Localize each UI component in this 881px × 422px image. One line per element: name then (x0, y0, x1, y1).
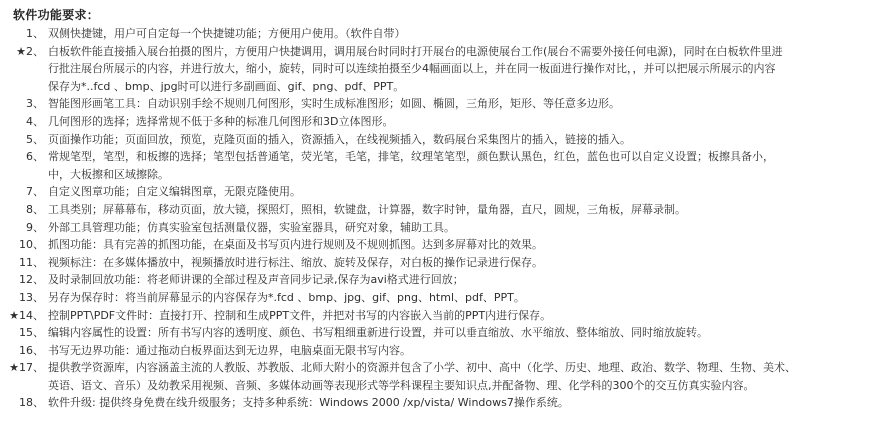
item-text-line: 外部工具管理功能；仿真实验室包括测量仪器，实验室器具，研究对象，辅助工具。 (48, 220, 455, 234)
requirement-item (0, 342, 881, 360)
item-text (48, 148, 881, 183)
item-number: 10、 (19, 238, 44, 252)
item-text-line: 几何图形的选择；选择常规不低于多种的标准几何图形和3D立体图形。 (48, 114, 394, 128)
item-number: 16、 (19, 343, 44, 357)
item-number: 13、 (19, 290, 44, 304)
requirement-item (0, 289, 881, 307)
item-number: 3、 (26, 97, 44, 111)
item-text (48, 359, 881, 394)
item-text-line: 中，大板擦和区域擦除。 (48, 167, 169, 181)
item-text-line: 软件升级: 提供终身免费在线升级服务；支持多种系统：Windows 2000 /xp/vista/ Windows7操作系统。 (48, 396, 569, 410)
item-number: 5、 (26, 132, 44, 146)
item-text-line: 另存为保存时：将当前屏幕显示的内容保存为*.fcd 、bmp、jpg、gif、png、html、pdf、PPT。 (48, 290, 525, 304)
item-text (48, 307, 881, 325)
item-text-line: 常规笔型，笔型，和板擦的选择；笔型包括普通笔，荧光笔，毛笔，排笔，纹理笔笔型，颜色默认黑色，红色，蓝色也可以自定义设置；板擦具备小， (48, 150, 774, 164)
item-text-line: 智能图形画笔工具：自动识别手绘不规则几何图形，实时生成标准图形；如圆、椭圆，三角形，矩形、等任意多边形。 (48, 97, 620, 111)
item-text-line: 工具类别；屏幕幕布，移动页面，放大镜，探照灯，照相，软键盘，计算器，数字时钟，量角器，直尺，圆规，三角板，屏幕录制。 (48, 202, 686, 216)
item-number: 1、 (26, 27, 44, 40)
item-number: 8、 (26, 202, 44, 216)
item-number: 6、 (26, 150, 44, 164)
item-text (48, 25, 881, 43)
requirement-item (0, 95, 881, 113)
requirement-item (0, 394, 881, 412)
requirement-item (0, 359, 881, 394)
item-text (48, 95, 881, 113)
item-text-line: 抓图功能：具有完善的抓图功能，在桌面及书写页内进行规则及不规则抓图。达到多屏幕对比的效果。 (48, 238, 543, 252)
item-number: 12、 (19, 273, 44, 287)
item-text-line: 行批注展台所展示的内容，并进行放大，缩小，旋转，同时可以连续拍摄至少4幅画面以上，并在同一板面进行操作对比，，并可以把展示所展示的内容 (48, 62, 776, 76)
requirement-item (0, 25, 881, 43)
section-title: 软件功能要求： (13, 8, 100, 22)
item-text (48, 183, 881, 201)
requirement-item (0, 43, 881, 96)
item-text (48, 254, 881, 272)
item-text (48, 131, 881, 149)
requirement-item (0, 148, 881, 183)
requirement-item (0, 131, 881, 149)
item-number: ★17、 (9, 361, 44, 375)
item-text (48, 236, 881, 254)
requirement-item (0, 201, 881, 219)
item-text (48, 271, 881, 289)
item-number: ★2、 (16, 44, 44, 58)
item-text-line: 控制PPT\PDF文件时：直接打开、控制和生成PPT文件，并把对书写的内容嵌入当前的PPT内进行保存。 (48, 308, 552, 322)
item-text (48, 289, 881, 307)
requirement-item (0, 254, 881, 272)
requirement-item (0, 307, 881, 325)
item-number: 9、 (26, 220, 44, 234)
item-text-line: 编辑内容属性的设置：所有书写内容的透明度、颜色、书写粗细重新进行设置，并可以垂直缩放、水平缩放、整体缩放、同时缩放旋转。 (48, 326, 708, 340)
requirement-item (0, 324, 881, 342)
requirement-item (0, 236, 881, 254)
item-text-line: 及时录制回放功能：将老师讲课的全部过程及声音同步记录,保存为avi格式进行回放； (48, 273, 464, 287)
requirement-item (0, 271, 881, 289)
item-text-line: 自定义图章功能；自定义编辑图章，无限克隆使用。 (48, 185, 301, 199)
item-text (48, 342, 881, 360)
requirement-item (0, 113, 881, 131)
item-text (48, 324, 881, 342)
item-text-line: 提供教学资源库，内容涵盖主流的人教版、苏教版、北师大附小的资源并包含了小学、初中、高中（化学、历史、地理、政治、数学、物理、生物、美术、 (48, 361, 796, 375)
item-number: ★14、 (9, 308, 44, 322)
item-text-line: 保存为*..fcd 、bmp、jpg时可以进行多副画面、gif、png、pdf、PPT。 (48, 79, 405, 93)
item-text (48, 219, 881, 237)
item-number: 4、 (26, 114, 44, 128)
item-text (48, 394, 881, 412)
item-number: 18、 (19, 396, 44, 410)
item-text (48, 113, 881, 131)
item-number: 15、 (19, 326, 44, 340)
item-text-line: 页面操作功能；页面回放，预览，克隆页面的插入，资源插入，在线视频插入，数码展台采集图片的插入，链接的插入。 (48, 132, 631, 146)
item-text-line: 双侧快捷键，用户可自定每一个快捷键功能；方便用户使用。（软件自带） (48, 27, 406, 40)
item-text-line: 书写无边界功能：通过拖动白板界面达到无边界，电脑桌面无限书写内容。 (48, 343, 411, 357)
item-number: 7、 (26, 185, 44, 199)
requirements-list (0, 25, 881, 412)
item-text (48, 201, 881, 219)
requirement-item (0, 219, 881, 237)
item-text-line: 白板软件能直接插入展台拍摄的图片，方便用户快捷调用，调用展台时同时打开展台的电源使展台工作(展台不需要外接任何电源)，同时在白板软件里进 (48, 44, 783, 58)
item-text-line: 英语、语文、音乐）及幼教采用视频、音频、多媒体动画等表现形式等学科课程主要知识点,并配备物、理、化学科的300个的交互仿真实验内容。 (48, 378, 755, 392)
item-number: 11、 (19, 255, 44, 269)
item-text (48, 43, 881, 96)
requirement-item (0, 183, 881, 201)
item-text-line: 视频标注：在多媒体播放中，视频播放时进行标注、缩放、旋转及保存，对白板的操作记录进行保存。 (48, 255, 543, 269)
